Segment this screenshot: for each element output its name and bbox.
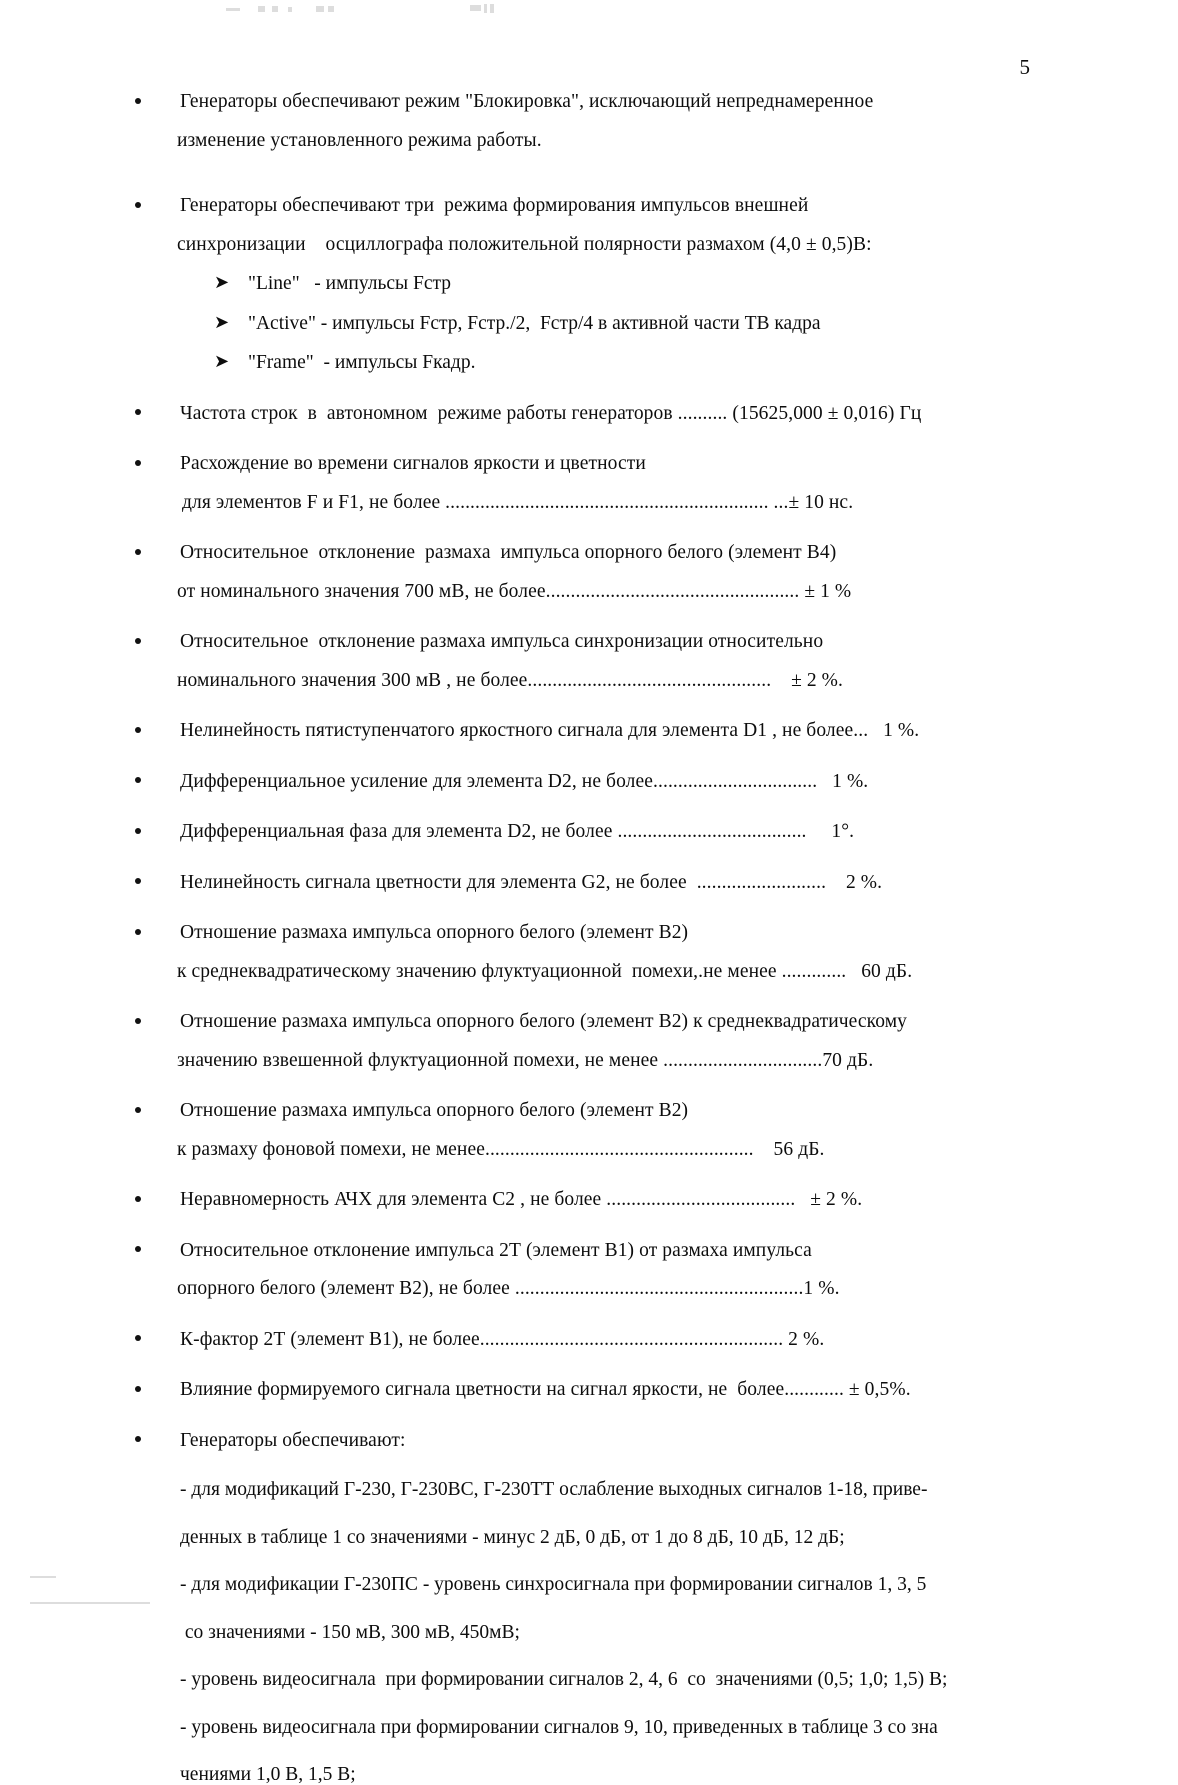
bullet-line: к размаху фоновой помехи, не менее...................................................... 56 дБ. (177, 1138, 825, 1160)
sub-item-line-mode (132, 274, 1044, 294)
bullet-dot-icon (135, 1107, 141, 1113)
sub-item-text: - импульсы Fстр (299, 273, 452, 294)
sub-item-label: "Frame" (248, 352, 314, 373)
bullet-snr-weighted-fluctuation-noise (132, 1012, 1044, 1070)
bullet-differential-phase-d2 (132, 822, 1044, 842)
bullet-line: к среднеквадратическому значению флуктуационной помехи,.не менее ............. 60 дБ. (177, 960, 913, 982)
bullet-line: опорного белого (элемент В2), не более ..........................................................1 %. (177, 1278, 840, 1299)
bullet-sync-pulse-deviation (132, 632, 1044, 690)
bullet-line: Генераторы обеспечивают: (180, 1429, 406, 1451)
paragraph-line: - уровень видеосигнала при формировании сигналов 2, 4, 6 со значениями (0,5; 1,0; 1,5) В; (180, 1669, 948, 1690)
bullet-line: Частота строк в автономном режиме работы генераторов .......... (15625,000 ± 0,016) Гц (180, 402, 922, 424)
chevron-right-arrow-icon: ➤ (214, 311, 230, 332)
bullet-line-frequency (132, 404, 1044, 424)
sub-item-active-mode (132, 311, 1044, 334)
bullet-sync-pulse-modes (132, 196, 1044, 254)
bullet-line: Дифференциальная фаза для элемента D2, не более ...................................... 1°. (180, 821, 855, 842)
document-body (132, 92, 1044, 1785)
bullet-line: Относительное отклонение импульса 2Т (элемент В1) от размаха импульса (180, 1239, 812, 1261)
paragraph-line: - уровень видеосигнала при формировании сигналов 9, 10, приведенных в таблице 3 со зна (180, 1716, 938, 1738)
bullet-dot-icon (135, 1436, 141, 1442)
bullet-dot-icon (135, 1018, 141, 1024)
bullet-line: Относительное отклонение размаха импульса синхронизации относительно (180, 631, 824, 652)
bullet-line: Генераторы обеспечивают три режима формирования импульсов внешней (180, 195, 809, 216)
bullet-dot-icon (135, 460, 141, 466)
bullet-line: от номинального значения 700 мВ, не более................................................... ± 1 % (177, 580, 852, 602)
bullet-blocking-mode (132, 92, 1044, 150)
bullet-line: изменение установленного режима работы. (177, 129, 542, 151)
bullet-line: Влияние формируемого сигнала цветности на сигнал яркости, не более............ ± 0,5%. (180, 1379, 911, 1400)
bullet-dot-icon (135, 549, 141, 555)
bullet-five-step-luma-nonlinearity-d1 (132, 721, 1044, 741)
paragraph-line: денных в таблице 1 со значениями - минус 2 дБ, 0 дБ, от 1 до 8 дБ, 10 дБ, 12 дБ; (180, 1526, 845, 1548)
paragraph-line: чениями 1,0 В, 1,5 В; (180, 1764, 356, 1785)
paragraph-line: - для модификации Г-230ПС - уровень синхросигнала при формировании сигналов 1, 3, 5 (180, 1574, 927, 1595)
bullet-differential-gain-d2 (132, 772, 1044, 792)
bullet-k-factor-2t-b1 (132, 1330, 1044, 1350)
bullet-line: Неравномерность АЧХ для элемента С2 , не более ...................................... ± 2 %. (180, 1189, 863, 1210)
sub-item-label: "Active" (248, 312, 316, 334)
bullet-frequency-response-unevenness-c2 (132, 1190, 1044, 1210)
bullet-generators-provide (132, 1431, 1044, 1451)
bullet-white-reference-b4-deviation (132, 543, 1044, 601)
scan-artifact (272, 6, 278, 12)
bullet-dot-icon (135, 1246, 141, 1252)
bullet-line: Дифференциальное усиление для элемента D2, не более................................. 1 %. (180, 770, 869, 792)
bullet-pulse-2t-b1-deviation (132, 1241, 1044, 1299)
chevron-right-arrow-icon: ➤ (214, 272, 230, 292)
bullet-dot-icon (135, 98, 141, 104)
bullet-luma-chroma-time-divergence (132, 454, 1044, 512)
scan-artifact (470, 5, 481, 11)
bullet-dot-icon (135, 929, 141, 935)
scan-artifact (484, 4, 487, 13)
bullet-line: синхронизации осциллографа положительной полярности размахом (4,0 ± 0,5)В: (177, 233, 872, 255)
bullet-line: номинального значения 300 мВ , не более................................................. ± 2 %. (177, 669, 844, 691)
scan-artifact (30, 1576, 56, 1578)
paragraph-line: - для модификаций Г-230, Г-230ВС, Г-230ТТ ослабление выходных сигналов 1-18, приве- (180, 1479, 928, 1500)
bullet-line: Нелинейность сигнала цветности для элемента G2, не более .......................... 2 %. (180, 871, 883, 893)
bullet-line: К-фактор 2Т (элемент В1), не более............................................................. 2 %. (180, 1328, 825, 1350)
bullet-line: Отношение размаха импульса опорного белого (элемент В2) (180, 1100, 689, 1121)
page-number: 5 (1019, 55, 1030, 79)
bullet-snr-background-noise (132, 1101, 1044, 1159)
scan-artifact (288, 7, 292, 12)
chevron-right-arrow-icon: ➤ (214, 351, 230, 371)
bullet-line: Относительное отклонение размаха импульса опорного белого (элемент В4) (180, 542, 837, 563)
paragraph-line: со значениями - 150 мВ, 300 мВ, 450мВ; (180, 1621, 520, 1643)
bullet-dot-icon (135, 1335, 141, 1341)
bullet-dot-icon (135, 727, 141, 733)
bullet-dot-icon (135, 1196, 141, 1202)
bullet-line: Нелинейность пятиступенчатого яркостного сигнала для элемента D1 , не более... 1 %. (180, 720, 920, 741)
scan-artifact (328, 6, 334, 12)
bullet-chroma-nonlinearity-g2 (132, 873, 1044, 893)
bullet-line: Генераторы обеспечивают режим "Блокировка", исключающий непреднамеренное (180, 91, 874, 112)
bullet-line: значению взвешенной флуктуационной помехи, не менее ................................70 дБ. (177, 1049, 874, 1071)
sub-item-text: - импульсы Fкадр. (313, 352, 476, 373)
scan-artifact (258, 6, 265, 12)
bullet-dot-icon (135, 878, 141, 884)
bullet-dot-icon (135, 828, 141, 834)
bullet-dot-icon (135, 777, 141, 783)
sub-item-label: "Line" (248, 273, 300, 294)
bullet-dot-icon (135, 1386, 141, 1392)
scan-artifact (316, 6, 324, 12)
bullet-line: Расхождение во времени сигналов яркости и цветности (180, 453, 646, 474)
bullet-chroma-to-luma-influence (132, 1380, 1044, 1400)
scan-artifact (226, 8, 240, 11)
sub-item-text: - импульсы Fстр, Fстр./2, Fстр/4 в активной части ТВ кадра (315, 312, 821, 334)
bullet-line: для элементов F и F1, не более ................................................................. ...± 10 нс. (177, 491, 854, 513)
bullet-dot-icon (135, 202, 141, 208)
bullet-line: Отношение размаха импульса опорного белого (элемент В2) (180, 922, 689, 943)
bullet-dot-icon (135, 409, 141, 415)
sub-item-frame-mode (132, 353, 1044, 373)
bullet-line: Отношение размаха импульса опорного белого (элемент В2) к среднеквадратическому (180, 1011, 907, 1032)
bullet-dot-icon (135, 638, 141, 644)
scan-artifact (490, 4, 494, 13)
bullet-snr-rms-fluctuation-noise (132, 923, 1044, 981)
